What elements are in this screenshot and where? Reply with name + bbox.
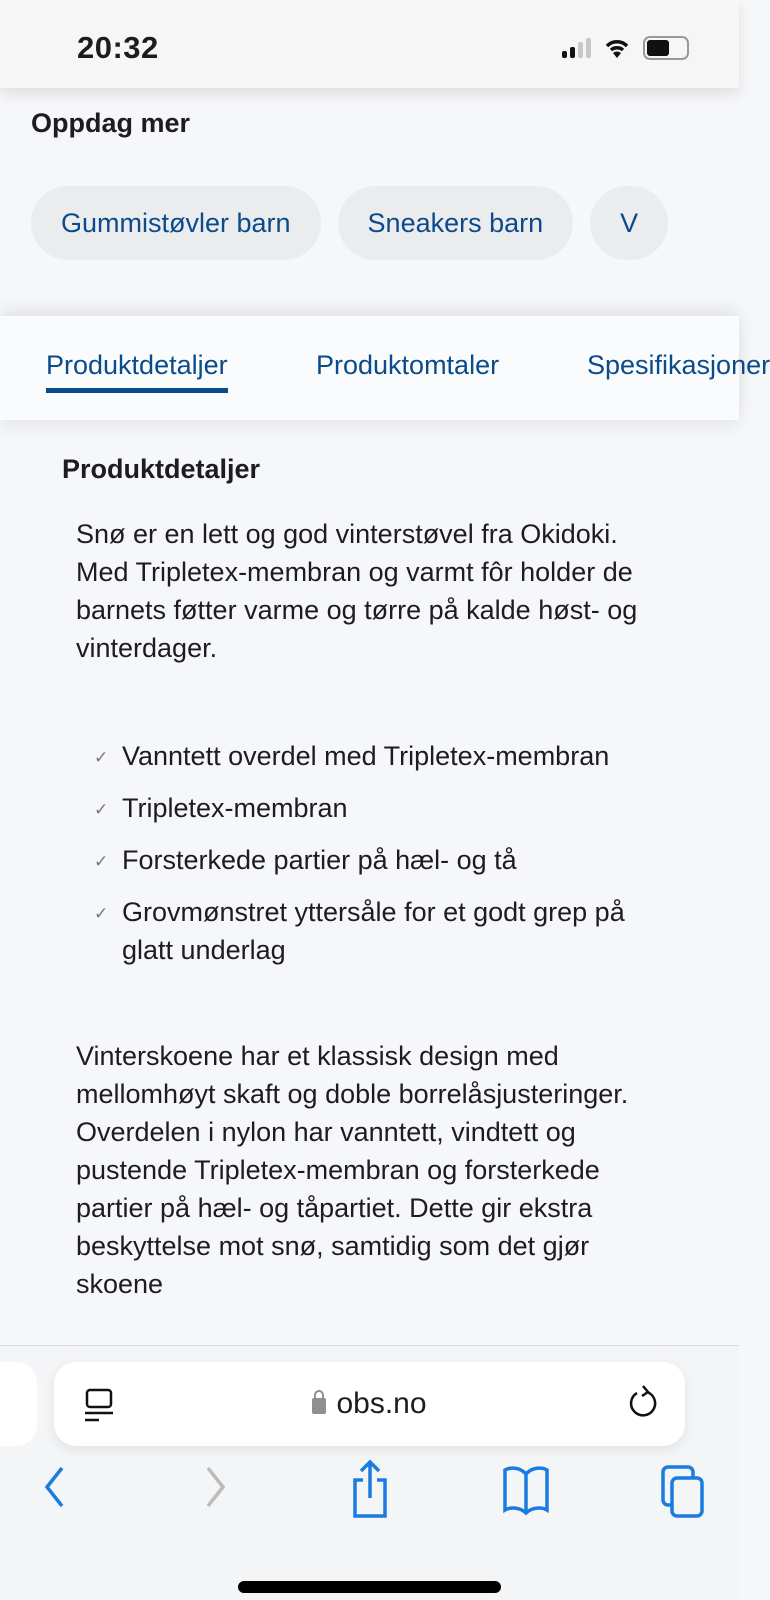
back-icon[interactable] — [42, 1464, 68, 1510]
tab-produktdetaljer[interactable]: Produktdetaljer — [46, 350, 228, 380]
checkmark-icon: ✓ — [94, 748, 109, 767]
details-heading: Produktdetaljer — [62, 454, 261, 484]
cellular-signal-icon — [562, 38, 591, 58]
tab-spesifikasjoner[interactable]: Spesifikasjoner — [587, 350, 770, 380]
url-text: obs.no — [336, 1387, 427, 1420]
feature-list — [94, 737, 672, 969]
forward-icon[interactable] — [202, 1464, 228, 1510]
list-item: ✓ Forsterkede partier på hæl- og tå — [94, 841, 672, 879]
list-item: ✓ Grovmønstret yttersåle for et godt grep på glatt underlag — [94, 897, 625, 965]
address-bar[interactable] — [54, 1362, 685, 1446]
tab-produktomtaler[interactable]: Produktomtaler — [316, 350, 500, 380]
share-icon[interactable] — [350, 1458, 390, 1520]
status-time: 20:32 — [77, 30, 159, 65]
wifi-icon — [603, 37, 631, 59]
details-body: Vinterskoene har et klassisk design med mellomhøyt skaft og doble borrelåsjusteringer. Overdelen i nylon har vanntett, vindtett og pustende Tripletex-membran og forsterkede partier på hæl- og tåpartiet. Dette gir ekstra beskyttelse mot snø, samtidig som det gjør skoene — [76, 1041, 629, 1299]
chip-more[interactable]: V — [590, 186, 668, 260]
product-tabs — [0, 316, 770, 420]
home-indicator — [238, 1581, 501, 1593]
status-bar — [0, 0, 739, 88]
discover-title: Oppdag mer — [31, 108, 191, 138]
chip-sneakers-barn[interactable]: Sneakers barn — [338, 186, 574, 260]
checkmark-icon: ✓ — [94, 800, 109, 819]
bookmarks-icon[interactable] — [502, 1464, 550, 1516]
checkmark-icon: ✓ — [94, 852, 109, 871]
details-intro: Snø er en lett og god vinterstøvel fra Okidoki. Med Tripletex-membran og varmt fôr holder de barnets føtter varme og tørre på kalde høst- og vinterdager. — [76, 519, 638, 663]
battery-icon — [643, 36, 689, 60]
tabs-icon[interactable] — [660, 1464, 706, 1520]
list-item: ✓ Tripletex-membran — [94, 789, 672, 827]
checkmark-icon: ✓ — [94, 904, 109, 923]
list-item: ✓ Vanntett overdel med Tripletex-membran — [94, 737, 672, 775]
browser-toolbar — [0, 1345, 739, 1600]
reload-icon[interactable] — [627, 1384, 659, 1422]
previous-tab-preview[interactable] — [0, 1362, 37, 1446]
discover-chips — [31, 186, 709, 260]
lock-icon — [312, 1398, 326, 1414]
chip-gummistovler-barn[interactable]: Gummistøvler barn — [31, 186, 321, 260]
product-details — [62, 454, 672, 1303]
